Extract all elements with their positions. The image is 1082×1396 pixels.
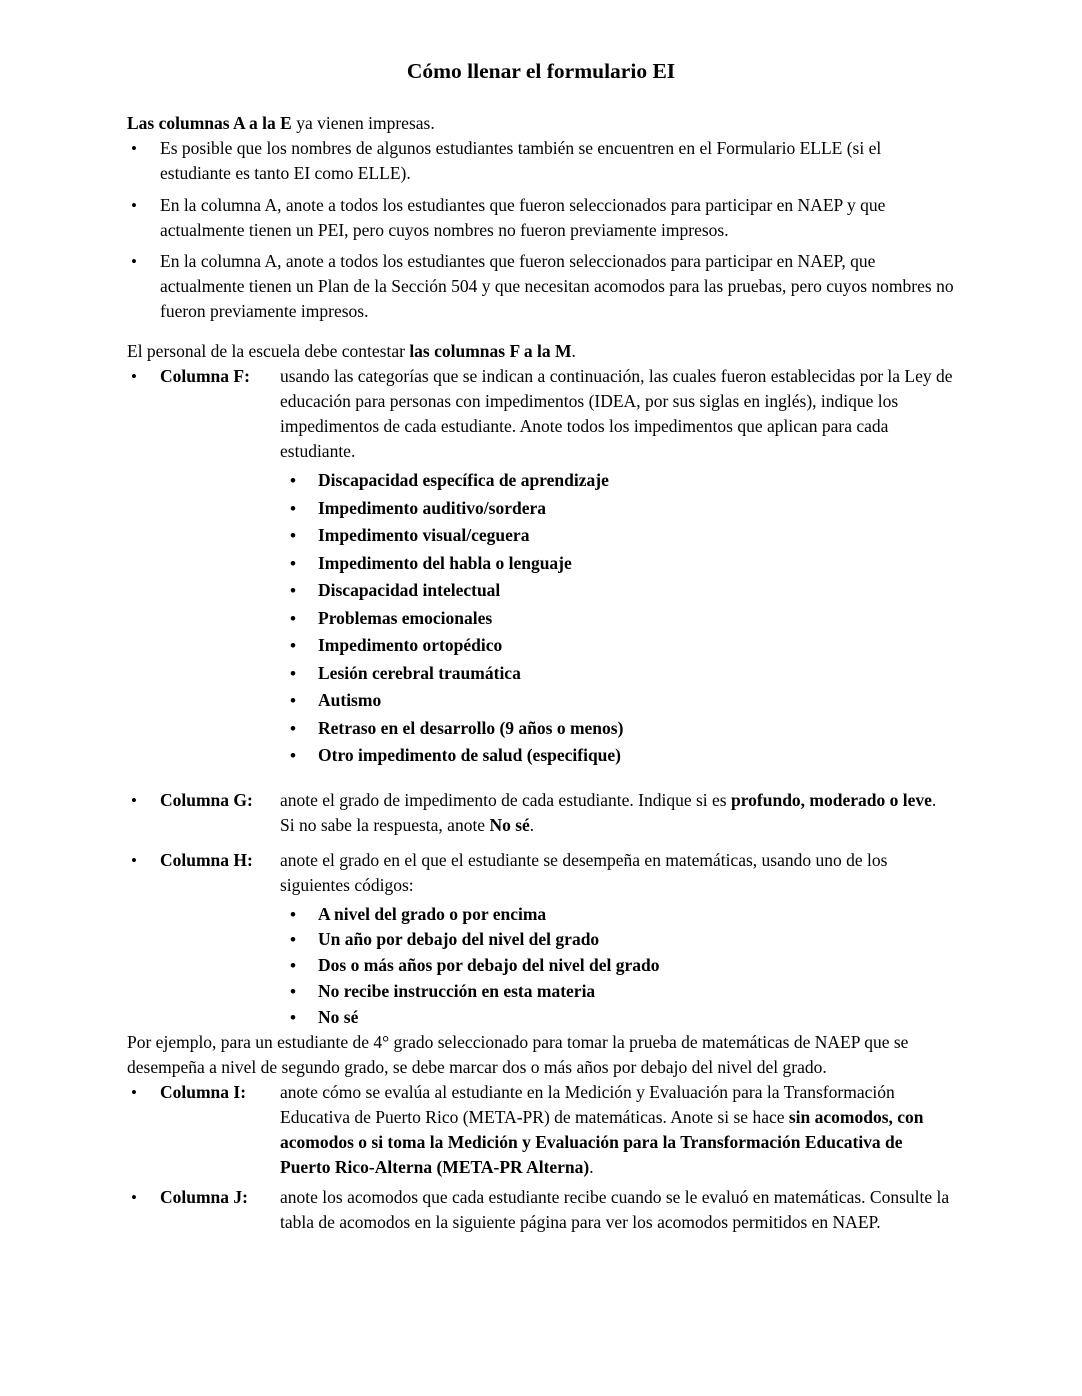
example-paragraph: Por ejemplo, para un estudiante de 4° grado seleccionado para tomar la prueba de matemáticas de NAEP que se desempeña a nivel de segundo grado, se debe marcar dos o más años por debajo del nivel del grado. — [127, 1032, 909, 1078]
bullet-icon: • — [131, 252, 137, 271]
bullet-item-text: En la columna A, anote a todos los estudiantes que fueron seleccionados para participar en NAEP y que actualmente tienen un PEI, pero cuyos nombres no fueron previamente impresos. — [160, 195, 886, 240]
column-label: Columna I: — [160, 1082, 247, 1103]
column-text: anote cómo se evalúa al estudiante en la Medición y Evaluación para la Transformación Educativa de Puerto Rico (META-PR) de matemáticas. Anote si se hace sin acomodos, con acomodos o si toma la Medición y Evaluación para la Transformación Educativa de Puerto Rico-Alterna (META-PR Alterna). — [280, 1082, 924, 1178]
column-text: anote el grado de impedimento de cada estudiante. Indique si es profundo, moderado o leve. Si no sabe la respuesta, anote No sé. — [280, 789, 937, 835]
middle-paragraph: El personal de la escuela debe contestar las columnas F a la M. — [127, 341, 576, 361]
disability-item-text: Lesión cerebral traumática — [318, 662, 521, 683]
grade-level-item-text: Dos o más años por debajo del nivel del grado — [318, 955, 660, 976]
grade-level-list — [280, 902, 955, 1031]
page-title: Cómo llenar el formulario EI — [406, 59, 676, 83]
disability-item-text: Impedimento auditivo/sordera — [318, 497, 546, 518]
bullet-item-text: Es posible que los nombres de algunos estudiantes también se encuentren en el Formulario ELLE (si el estudiante es tanto EI como ELLE). — [160, 138, 882, 183]
column-text: anote el grado en el que el estudiante se desempeña en matemáticas, usando uno de los siguientes códigos: — [280, 849, 888, 895]
disability-item — [280, 577, 955, 605]
disability-list — [280, 467, 955, 770]
bullet-icon: • — [290, 553, 296, 573]
bullet-icon: • — [290, 608, 296, 628]
column-text: anote los acomodos que cada estudiante recibe cuando se le evaluó en matemáticas. Consulte la tabla de acomodos en la siguiente página para ver los acomodos permitidos en NAEP. — [280, 1187, 950, 1233]
bullet-icon: • — [131, 196, 137, 215]
column-item-g — [127, 788, 955, 838]
disability-item-text: Autismo — [318, 690, 382, 710]
grade-level-item — [280, 927, 955, 953]
bullet-icon: • — [131, 1083, 137, 1103]
grade-level-item-text: No sé — [318, 1006, 359, 1027]
bullet-icon: • — [290, 746, 296, 765]
intro-paragraph: Las columnas A a la E ya vienen impresas. — [127, 113, 435, 133]
disability-item-text: Discapacidad intelectual — [318, 580, 501, 600]
grade-level-item — [280, 979, 955, 1005]
bullet-item-text: En la columna A, anote a todos los estudiantes que fueron seleccionados para participar en NAEP, que actualmente tienen un Plan de la Sección 504 y que necesitan acomodos para las pruebas, pero cuyos nombres no fueron previamente impresos. — [160, 251, 954, 321]
disability-item — [280, 495, 955, 523]
disability-item — [280, 742, 955, 770]
column-label: Columna G: — [160, 789, 253, 810]
disability-item-text: Impedimento del habla o lenguaje — [318, 552, 572, 573]
bullet-icon: • — [290, 904, 296, 924]
bullet-icon: • — [290, 471, 296, 490]
bullet-item — [127, 249, 955, 324]
bullet-icon: • — [290, 581, 296, 600]
bullet-icon: • — [290, 981, 296, 1001]
bullet-icon: • — [131, 367, 137, 386]
bullet-icon: • — [290, 526, 296, 545]
bullet-icon: • — [290, 636, 296, 655]
bullet-icon: • — [131, 139, 137, 158]
bullet-icon: • — [290, 498, 296, 518]
column-item-f — [127, 364, 955, 464]
bullet-icon: • — [290, 1007, 296, 1027]
disability-item-text: Retraso en el desarrollo (9 años o menos) — [318, 717, 624, 738]
bullet-icon: • — [290, 956, 296, 976]
grade-level-item-text: No recibe instrucción en esta materia — [318, 980, 596, 1001]
column-item-h — [127, 848, 955, 898]
bullet-icon: • — [131, 790, 137, 810]
disability-item — [280, 522, 955, 550]
bullet-icon: • — [290, 718, 296, 738]
disability-item — [280, 687, 955, 715]
disability-item — [280, 605, 955, 633]
disability-item — [280, 550, 955, 578]
bullet-icon: • — [131, 1188, 137, 1208]
bullet-item — [127, 136, 955, 186]
bullet-item — [127, 193, 955, 243]
grade-level-item-text: Un año por debajo del nivel del grado — [318, 929, 600, 950]
disability-item — [280, 715, 955, 743]
disability-item-text: Problemas emocionales — [318, 607, 493, 628]
column-label: Columna H: — [160, 849, 253, 870]
column-item-j — [127, 1185, 955, 1235]
bullet-icon: • — [290, 691, 296, 710]
grade-level-item-text: A nivel del grado o por encima — [318, 903, 547, 924]
disability-item — [280, 467, 955, 495]
bullet-icon: • — [290, 930, 296, 950]
disability-item-text: Discapacidad específica de aprendizaje — [318, 470, 609, 490]
disability-item-text: Impedimento visual/ceguera — [318, 525, 530, 545]
disability-item-text: Impedimento ortopédico — [318, 635, 503, 655]
grade-level-item — [280, 1005, 955, 1031]
column-label: Columna J: — [160, 1187, 248, 1208]
disability-item — [280, 632, 955, 660]
column-item-i — [127, 1080, 955, 1180]
column-text: usando las categorías que se indican a continuación, las cuales fueron establecidas por la Ley de educación para personas con impedimentos (IDEA, por sus siglas en inglés), indique los impedimentos de cada estudiante. Anote todos los impedimentos que aplican para cada estudiante. — [280, 366, 953, 461]
disability-item-text: Otro impedimento de salud (especifique) — [318, 745, 622, 765]
grade-level-item — [280, 902, 955, 928]
bullet-icon: • — [290, 663, 296, 683]
top-bullet-list — [127, 136, 955, 324]
disability-item — [280, 660, 955, 688]
grade-level-item — [280, 953, 955, 979]
column-label: Columna F: — [160, 366, 250, 386]
bullet-icon: • — [131, 850, 137, 870]
